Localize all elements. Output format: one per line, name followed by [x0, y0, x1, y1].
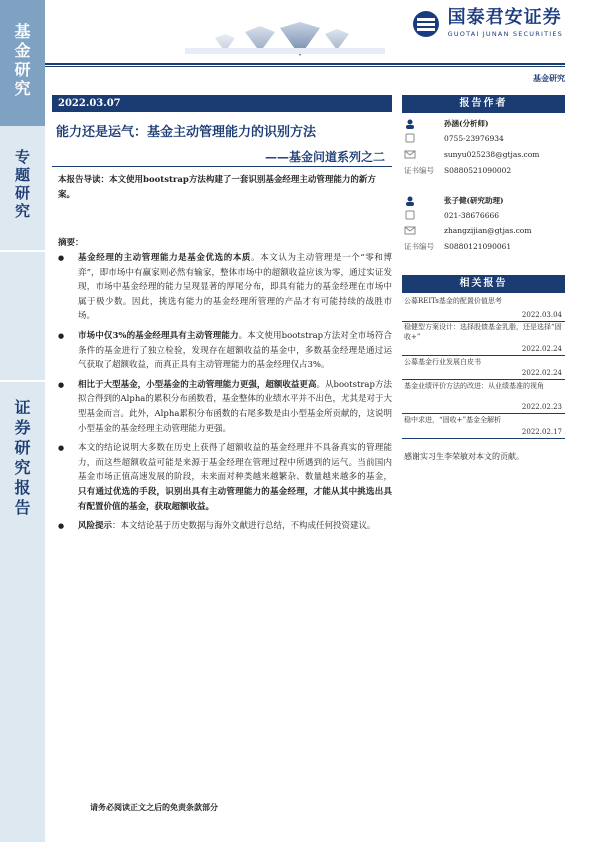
mail-icon — [404, 149, 416, 159]
report-title: 能力还是运气：基金主动管理能力的识别方法 — [56, 125, 317, 140]
author-cert-row: 证书编号 S0880121090061 — [404, 242, 512, 251]
list-item: ● 相比于大型基金，小型基金的主动管理能力更强，超额收益更高。从bootstrap方法拟合得到的Alpha的累积分布函数看，基金整体的业绩水平并不出色，尤其是对于大型基金而言。此外，Alpha累积分布函数的右尾多数是由小型基金所贡献的，这说明小型基金的基金经理主动管理能力更强。 — [58, 378, 392, 436]
related-report-title[interactable]: 稳健型方案设计：选择股债基金乳脂，还是选择“固收+” — [404, 323, 562, 341]
related-divider — [402, 438, 565, 439]
list-item: ● 市场中仅3%的基金经理具有主动管理能力。本文使用bootstrap方法对全市场符合条件的基金进行了独立检验，发现存在超额收益的基金中，多数基金经理是通过运气获取了超额收益，而真正具有主动管理能力的基金经理仅占3%。 — [58, 329, 392, 373]
header-banner — [45, 0, 595, 92]
disclaimer-footer: 请务必阅读正文之后的免责条款部分 — [90, 802, 218, 812]
related-report-date: 2022.02.23 — [521, 403, 562, 411]
related-report-title[interactable]: 公募基金行业发展白皮书 — [404, 358, 481, 366]
header-category-tag: 基金研究 — [533, 73, 565, 83]
author-email-row — [404, 225, 531, 235]
mail-icon — [404, 225, 416, 235]
header-rule-thin — [45, 66, 565, 67]
title-rule — [52, 166, 392, 167]
logo-mark-icon — [410, 10, 442, 38]
report-subtitle: ——基金问道系列之二 — [264, 150, 385, 164]
related-divider — [402, 379, 565, 380]
report-guide: 本报告导读：本文使用bootstrap方法构建了一套识别基金经理主动管理能力的新方案。 — [58, 175, 376, 200]
phone-icon — [404, 210, 416, 220]
author-name-row: 孙涵(分析师) — [404, 118, 489, 129]
author-phone-row: 0755-23976934 — [404, 133, 504, 143]
related-heading: 相关报告 — [402, 275, 565, 293]
related-report-title[interactable]: 公募REITs基金的配置价值思考 — [404, 297, 502, 305]
author-phone-row: 021-38676666 — [404, 210, 499, 220]
report-date: 2022.03.07 — [52, 95, 392, 112]
related-divider — [402, 355, 565, 356]
list-item: ● 风险提示：本文结论基于历史数据与海外文献进行总结，不构成任何投资建议。 — [58, 519, 392, 534]
company-logo — [410, 9, 563, 38]
logo-english-name: GUOTAI JUNAN SECURITIES — [447, 30, 563, 38]
list-item: ● 基金经理的主动管理能力是基金优选的本质。本文认为主动管理是一个“零和博弈”，即市场中有赢家则必然有输家，整体市场中的超额收益应该为零，通过实证发现，市场中基金经理的能力呈现显著的厚尾分布，即具有能力的基金经理在市场中属于极少数。因此，挑选有能力的基金经理所管理的产品才有可能持续的战胜市场。 — [58, 251, 392, 324]
logo-chinese-name: 国泰君安证券 — [447, 7, 562, 28]
person-icon — [404, 119, 416, 129]
authors-heading: 报告作者 — [402, 95, 565, 113]
phone-icon — [404, 133, 416, 143]
author-cert-row: 证书编号 S0880521090002 — [404, 166, 512, 175]
sidebar-divider — [0, 380, 45, 382]
acknowledgement: 感谢实习生李荣敏对本文的贡献。 — [404, 452, 524, 461]
author-email[interactable]: sunyu025238@gtjas.com — [444, 149, 540, 159]
header-rule — [45, 63, 565, 65]
sidebar-label-special-research: 专 题 研 究 — [14, 148, 30, 220]
sidebar-divider — [0, 250, 45, 252]
list-item: ● 本文的结论说明大多数在历史上获得了超额收益的基金经理并不具备真实的管理能力，而这些超额收益可能是来源于基金经理在管理过程中所遇到的运气。当前国内基金市场正值高速发展的阶段，未来面对种类越来越繁杂、数量越来越多的基金，只有通过优选的手段，识别出具有主动管理能力的基金经理，才能从其中挑选出具有配置价值的基金，获取超额收益。 — [58, 441, 392, 514]
left-sidebar — [0, 0, 45, 842]
related-report-date: 2022.02.24 — [521, 345, 562, 353]
related-report-date: 2022.02.24 — [521, 369, 562, 377]
summary-heading: 摘要： — [58, 238, 84, 248]
sidebar-label-securities-report: 证 券 研 究 报 告 — [14, 398, 31, 517]
related-report-date: 2022.03.04 — [521, 311, 562, 319]
author-email-row — [404, 149, 539, 159]
related-divider — [402, 413, 565, 414]
author-name-row: 张子健(研究助理) — [404, 195, 504, 206]
person-icon — [404, 196, 416, 206]
author-email[interactable]: zhangzijian@gtjas.com — [444, 225, 532, 235]
related-report-date: 2022.02.17 — [521, 428, 562, 436]
related-report-title[interactable]: 稳中求进，“固收+”基金全解析 — [404, 416, 502, 424]
related-report-title[interactable]: 基金业绩评价方法的改进：从业绩基准的视角 — [404, 382, 544, 390]
sidebar-label-fund-research: 基 金 研 究 — [14, 22, 31, 98]
summary-list — [58, 251, 392, 539]
